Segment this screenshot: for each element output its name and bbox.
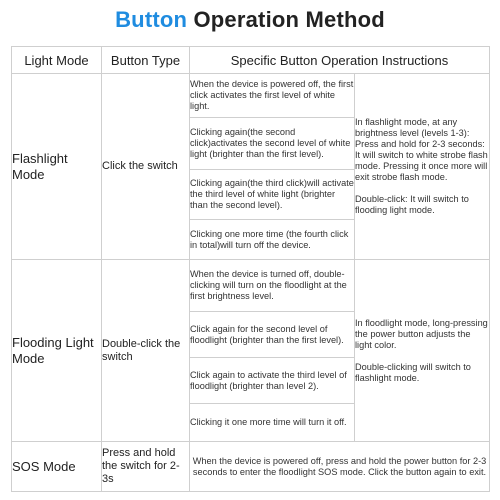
flashlight-step-2: Clicking again(the second click)activates the second level of white light (brighter than the first level). (190, 118, 355, 170)
flashlight-step-4: Clicking one more time (the fourth click in total)will turn off the device. (190, 220, 355, 260)
flooding-row-1 (12, 260, 490, 312)
flooding-side-notes (355, 260, 490, 442)
sos-button-type: Press and hold the switch for 2-3s (102, 442, 190, 492)
flooding-step-2: Click again for the second level of floodlight (brighter than the first level). (190, 312, 355, 358)
flooding-step-4: Clicking it one more time will turn it off. (190, 404, 355, 442)
sos-row (12, 442, 490, 492)
flooding-note-1: In floodlight mode, long-pressing the power button adjusts the light color. (355, 317, 488, 350)
sos-description: When the device is powered off, press and hold the power button for 2-3 seconds to enter the floodlight SOS mode. Click the button again to exit. (190, 442, 490, 492)
title-accent: Button (115, 7, 188, 32)
header-row (12, 47, 490, 74)
flashlight-side-notes (355, 74, 490, 260)
flashlight-row-1 (12, 74, 490, 118)
operation-table (11, 46, 490, 492)
flashlight-step-3: Clicking again(the third click)will activate the third level of white light (brighter than the second level). (190, 170, 355, 220)
flooding-step-1: When the device is turned off, double-clicking will turn on the floodlight at the first brightness level. (190, 260, 355, 312)
flooding-note-2: Double-clicking will switch to flashlight mode. (355, 361, 471, 383)
flashlight-step-1: When the device is powered off, the first click activates the first level of white light. (190, 74, 355, 118)
flooding-mode-label: Flooding Light Mode (12, 260, 102, 442)
header-instructions: Specific Button Operation Instructions (190, 47, 490, 74)
flashlight-note-1: In flashlight mode, at any brightness level (levels 1-3): Press and hold for 2-3 seconds: It will switch to white strobe flash mode. Pressing it once more will exit strobe flash mode. (355, 117, 488, 182)
flashlight-mode-label: Flashlight Mode (12, 74, 102, 260)
flashlight-button-type: Click the switch (102, 74, 190, 260)
header-light-mode: Light Mode (12, 47, 102, 74)
sos-mode-label: SOS Mode (12, 442, 102, 492)
header-button-type: Button Type (102, 47, 190, 74)
title-rest: Operation Method (187, 7, 385, 32)
flashlight-note-2: Double-click: It will switch to flooding light mode. (355, 194, 469, 215)
page-title (0, 7, 500, 33)
flooding-step-3: Click again to activate the third level of floodlight (brighter than level 2). (190, 358, 355, 404)
flooding-button-type: Double-click the switch (102, 260, 190, 442)
